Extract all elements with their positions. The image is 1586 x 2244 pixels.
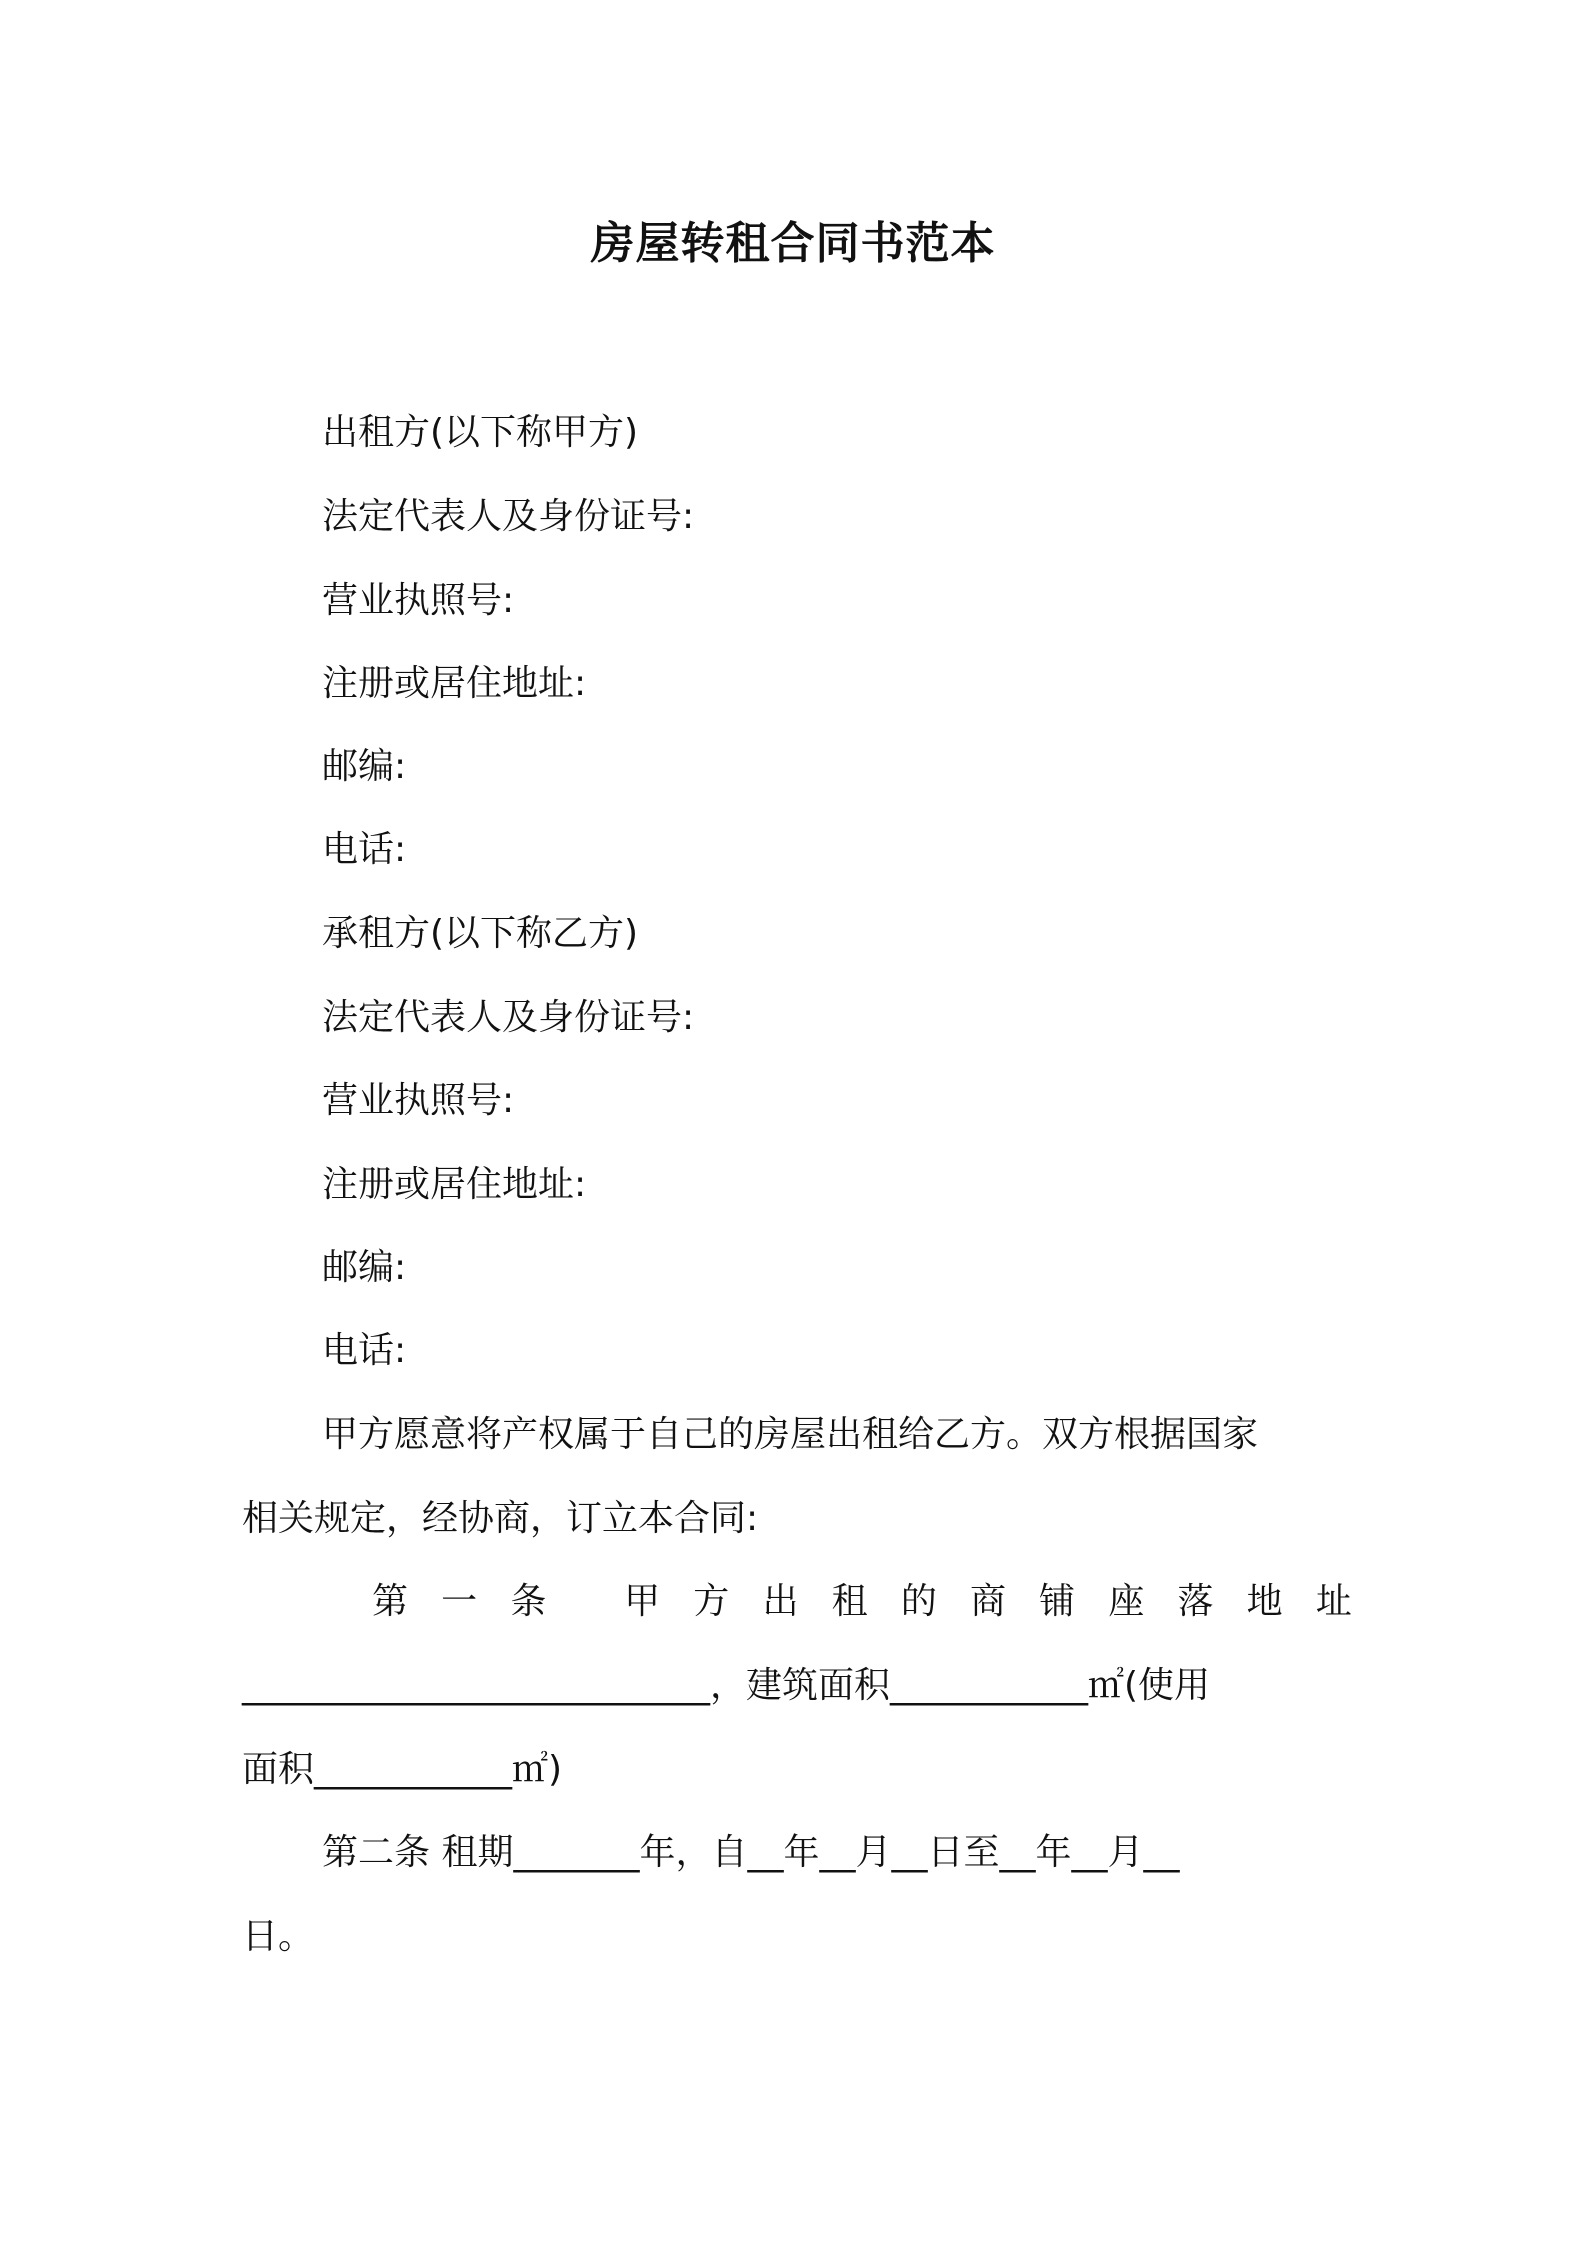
article-1-char: 址 bbox=[1315, 1581, 1352, 1622]
article-1-char: 第 bbox=[372, 1581, 409, 1622]
party-b-license-label: 营业执照号: bbox=[322, 1080, 515, 1121]
document-title: 房屋转租合同书范本 bbox=[590, 218, 996, 269]
article-1-char: 租 bbox=[831, 1581, 868, 1622]
article-2-line-2: 日。 bbox=[242, 1916, 315, 1957]
article-1-char: 方 bbox=[693, 1581, 730, 1622]
article-1-char: 一 bbox=[441, 1581, 478, 1622]
party-b-address-label: 注册或居住地址: bbox=[322, 1164, 587, 1205]
article-1-char: 条 bbox=[510, 1581, 547, 1622]
article-1-line-1 bbox=[242, 1577, 1352, 1661]
article-1-char: 铺 bbox=[1039, 1581, 1076, 1622]
article-1-char: 商 bbox=[969, 1581, 1006, 1622]
party-a-rep-label: 法定代表人及身份证号: bbox=[322, 496, 695, 537]
article-1-char: 出 bbox=[762, 1581, 799, 1622]
article-1-line-2: __________________________，建筑面积___________㎡(使用 bbox=[242, 1665, 1211, 1706]
party-b-heading: 承租方(以下称乙方) bbox=[322, 913, 639, 954]
intro-line-2: 相关规定，经协商，订立本合同: bbox=[242, 1498, 759, 1539]
party-a-phone-label: 电话: bbox=[322, 829, 407, 870]
article-1-char: 甲 bbox=[624, 1581, 661, 1622]
article-1-line-3: 面积___________㎡) bbox=[242, 1749, 563, 1790]
article-1-char: 的 bbox=[900, 1581, 937, 1622]
party-a-heading: 出租方(以下称甲方) bbox=[322, 412, 639, 453]
article-1-char: 座 bbox=[1108, 1581, 1145, 1622]
article-2-line-1: 第二条 租期_______年，自__年__月__日至__年__月__ bbox=[322, 1832, 1180, 1873]
intro-line-1: 甲方愿意将产权属于自己的房屋出租给乙方。双方根据国家 bbox=[322, 1414, 1259, 1455]
party-a-address-label: 注册或居住地址: bbox=[322, 663, 587, 704]
article-2 bbox=[242, 1828, 1352, 1996]
party-b-postcode-label: 邮编: bbox=[322, 1247, 407, 1288]
intro-paragraph bbox=[242, 1410, 1352, 1578]
party-b-rep-label: 法定代表人及身份证号: bbox=[322, 997, 695, 1038]
article-1-char: 地 bbox=[1246, 1581, 1283, 1622]
party-a-license-label: 营业执照号: bbox=[322, 580, 515, 621]
party-a-postcode-label: 邮编: bbox=[322, 746, 407, 787]
article-1-char bbox=[580, 1577, 591, 1661]
article-1 bbox=[242, 1577, 1352, 1829]
party-b-phone-label: 电话: bbox=[322, 1330, 407, 1371]
article-1-char: 落 bbox=[1177, 1581, 1214, 1622]
